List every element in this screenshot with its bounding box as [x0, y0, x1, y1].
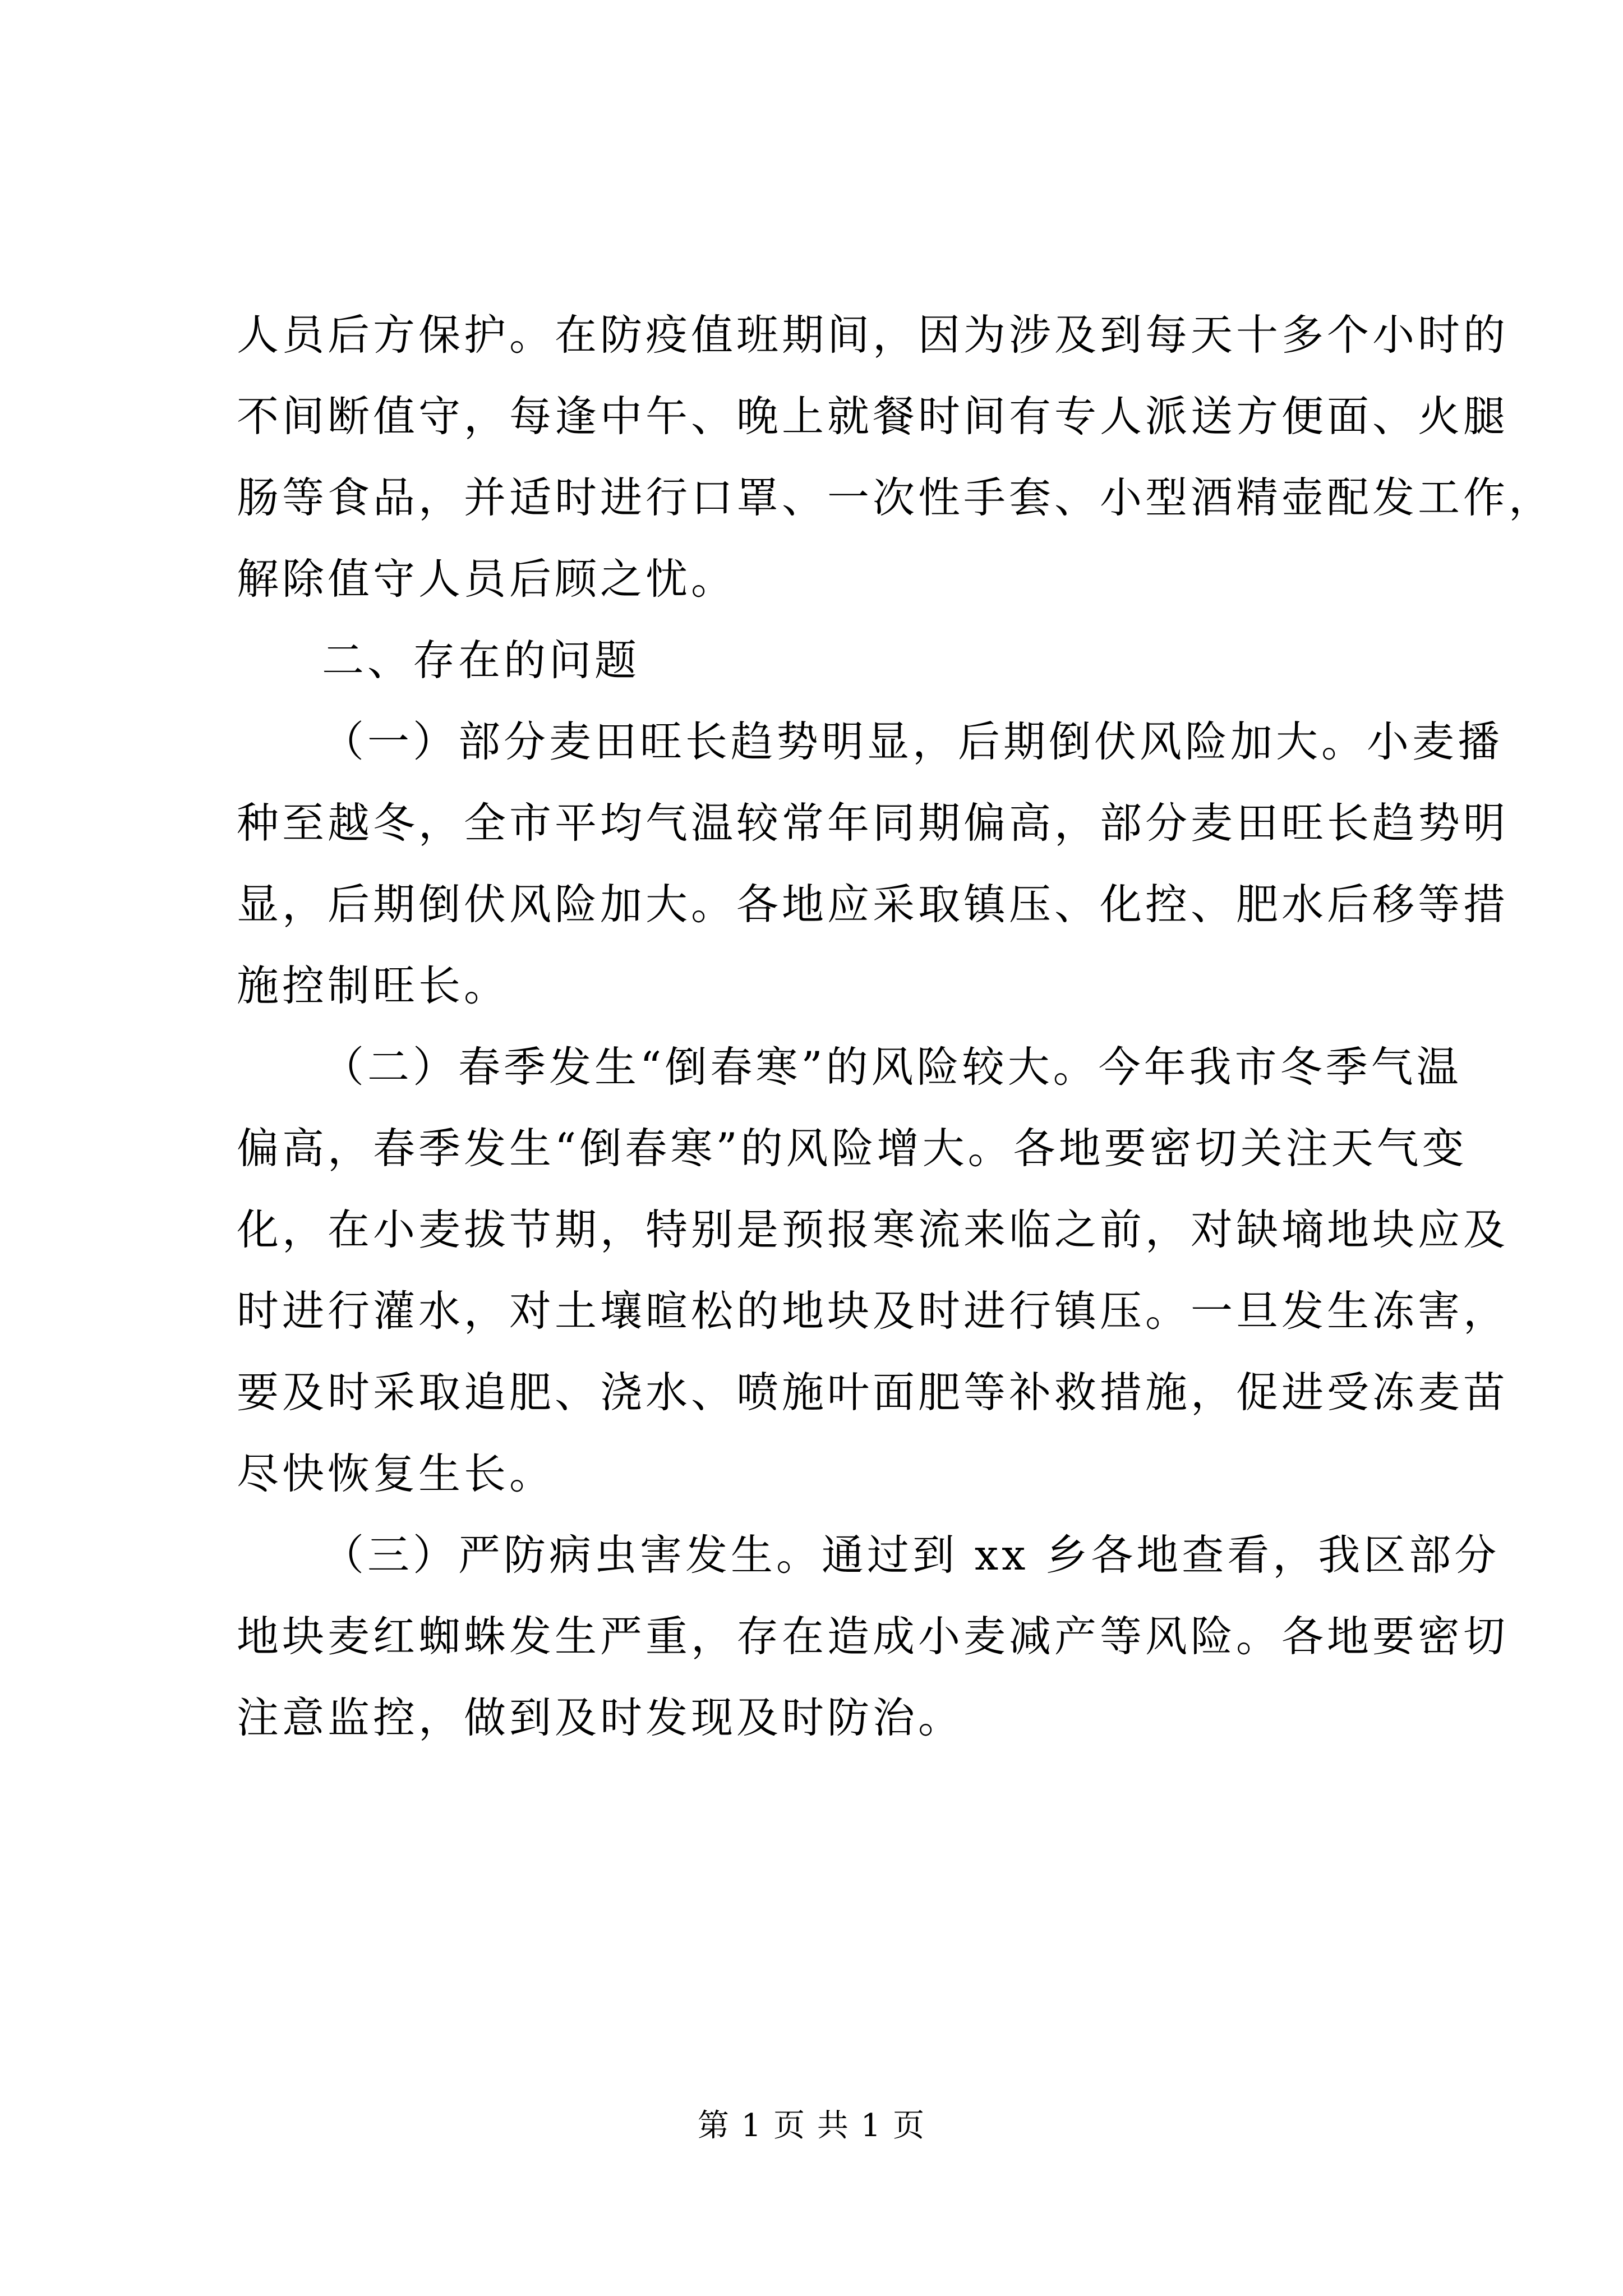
paragraph-line: （二）春季发生“倒春寒”的风险较大。今年我市冬季气温 — [322, 1042, 1462, 1092]
paragraph-line: 地块麦红蜘蛛发生严重，存在造成小麦减产等风险。各地要密切 — [237, 1612, 1509, 1661]
paragraph-line: 肠等食品，并适时进行口罩、一次性手套、小型酒精壶配发工作， — [237, 473, 1555, 522]
section-heading: 二、存在的问题 — [322, 636, 640, 685]
paragraph-line: 解除值守人员后顾之忧。 — [237, 554, 737, 604]
paragraph-line: 偏高，春季发生“倒春寒”的风险增大。各地要密切关注天气变 — [237, 1124, 1468, 1173]
paragraph-line: 种至越冬，全市平均气温较常年同期偏高，部分麦田旺长趋势明 — [237, 798, 1509, 848]
paragraph-line: 显，后期倒伏风险加大。各地应采取镇压、化控、肥水后移等措 — [237, 880, 1509, 929]
paragraph-line: 要及时采取追肥、浇水、喷施叶面肥等补救措施，促进受冻麦苗 — [237, 1368, 1509, 1417]
paragraph-line: 尽快恢复生长。 — [237, 1449, 555, 1498]
page-footer: 第 1 页 共 1 页 — [697, 2108, 926, 2144]
paragraph-line: 人员后方保护。在防疫值班期间，因为涉及到每天十多个小时的 — [237, 310, 1509, 360]
paragraph-line: 化，在小麦拔节期，特别是预报寒流来临之前，对缺墒地块应及 — [237, 1205, 1509, 1254]
paragraph-line: （一）部分麦田旺长趋势明显，后期倒伏风险加大。小麦播 — [322, 717, 1504, 766]
document-body — [237, 295, 1555, 1759]
paragraph-line: 施控制旺长。 — [237, 961, 510, 1010]
paragraph-line: 注意监控，做到及时发现及时防治。 — [237, 1693, 964, 1742]
paragraph-line: 不间断值守，每逢中午、晚上就餐时间有专人派送方便面、火腿 — [237, 392, 1509, 441]
paragraph-line: 时进行灌水，对土壤暄松的地块及时进行镇压。一旦发生冻害， — [237, 1286, 1509, 1336]
paragraph-line: （三）严防病虫害发生。通过到 xx 乡各地查看，我区部分 — [322, 1530, 1500, 1580]
